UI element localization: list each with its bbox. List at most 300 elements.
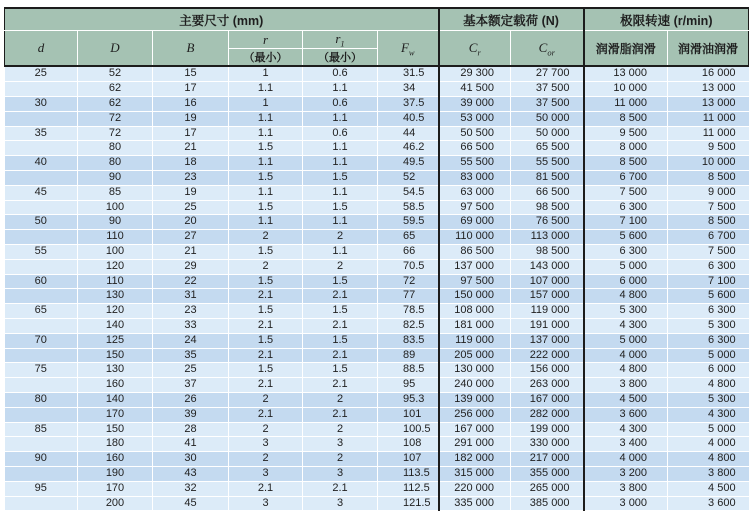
cell-Fw: 95 [378, 378, 439, 393]
cell-oil: 4 800 [668, 452, 749, 467]
table-row [5, 126, 749, 141]
Cor-variable: C [538, 39, 548, 55]
cell-Fw: 34 [378, 82, 439, 97]
cell-Cor: 217 000 [511, 452, 584, 467]
cell-r: 2 [229, 392, 303, 407]
cell-D: 80 [78, 156, 153, 171]
cell-d: 60 [5, 274, 78, 289]
cell-B: 35 [153, 348, 229, 363]
cell-d [5, 289, 78, 304]
cell-Cor: 37 500 [511, 96, 584, 111]
cell-r: 1.5 [229, 304, 303, 319]
cell-oil: 11 000 [668, 126, 749, 141]
cell-Fw: 101 [378, 407, 439, 422]
col-header-r [229, 31, 303, 49]
cell-r: 1.5 [229, 274, 303, 289]
cell-D: 110 [78, 230, 153, 245]
cell-Cor: 27 700 [511, 66, 584, 81]
table-row [5, 392, 749, 407]
cell-Fw: 82.5 [378, 318, 439, 333]
cell-Cr: 182 000 [439, 452, 511, 467]
cell-D: 80 [78, 141, 153, 156]
cell-B: 28 [153, 422, 229, 437]
cell-Cr: 205 000 [439, 348, 511, 363]
cell-Fw: 66 [378, 244, 439, 259]
cell-r1: 1.1 [303, 215, 378, 230]
cell-oil: 9 500 [668, 141, 749, 156]
cell-d [5, 437, 78, 452]
cell-Cr: 86 500 [439, 244, 511, 259]
col-header-D [78, 31, 153, 67]
cell-oil: 5 000 [668, 348, 749, 363]
cell-Fw: 77 [378, 289, 439, 304]
cell-d [5, 348, 78, 363]
cell-D: 180 [78, 437, 153, 452]
cell-D: 125 [78, 333, 153, 348]
table-row [5, 363, 749, 378]
cell-Fw: 88.5 [378, 363, 439, 378]
cell-r: 2 [229, 259, 303, 274]
cell-grease: 4 800 [584, 289, 668, 304]
cell-D: 62 [78, 96, 153, 111]
bearing-spec-table [4, 7, 749, 511]
table-row [5, 289, 749, 304]
cell-r1: 2 [303, 422, 378, 437]
r-variable: r [262, 31, 269, 47]
cell-D: 120 [78, 304, 153, 319]
cell-Cor: 157 000 [511, 289, 584, 304]
cell-Cr: 29 300 [439, 66, 511, 81]
cell-Fw: 65 [378, 230, 439, 245]
cell-Cor: 65 500 [511, 141, 584, 156]
cell-Cr: 315 000 [439, 466, 511, 481]
cell-B: 31 [153, 289, 229, 304]
header-group-limit-speed: 极限转速 (r/min) [584, 8, 749, 31]
cell-r: 1.1 [229, 185, 303, 200]
cell-grease: 7 100 [584, 215, 668, 230]
cell-grease: 7 500 [584, 185, 668, 200]
table-row [5, 333, 749, 348]
cell-d: 85 [5, 422, 78, 437]
cell-r1: 2.1 [303, 378, 378, 393]
cell-grease: 3 600 [584, 407, 668, 422]
d-variable: d [37, 40, 45, 56]
cell-oil: 7 100 [668, 274, 749, 289]
table-row [5, 244, 749, 259]
cell-Fw: 40.5 [378, 111, 439, 126]
cell-Fw: 49.5 [378, 156, 439, 171]
cell-grease: 3 800 [584, 481, 668, 496]
cell-D: 62 [78, 82, 153, 97]
cell-oil: 13 000 [668, 96, 749, 111]
cell-Cor: 113 000 [511, 230, 584, 245]
cell-grease: 5 600 [584, 230, 668, 245]
cell-d [5, 82, 78, 97]
cell-Fw: 78.5 [378, 304, 439, 319]
cell-D: 190 [78, 466, 153, 481]
cell-D: 100 [78, 200, 153, 215]
col-header-r1-min: （最小） [303, 49, 378, 67]
cell-grease: 5 000 [584, 333, 668, 348]
r1-variable: r [335, 31, 341, 46]
cell-d [5, 318, 78, 333]
cell-r: 1.5 [229, 244, 303, 259]
cell-r: 2.1 [229, 481, 303, 496]
cell-Cr: 108 000 [439, 304, 511, 319]
cell-oil: 3 800 [668, 466, 749, 481]
cell-r1: 0.6 [303, 66, 378, 81]
cell-grease: 3 800 [584, 378, 668, 393]
cell-B: 15 [153, 66, 229, 81]
table-row [5, 215, 749, 230]
cell-B: 27 [153, 230, 229, 245]
cell-d [5, 466, 78, 481]
cell-grease: 9 500 [584, 126, 668, 141]
cell-oil: 5 000 [668, 422, 749, 437]
table-header [5, 8, 749, 66]
cell-D: 120 [78, 259, 153, 274]
table-row [5, 96, 749, 111]
cell-r1: 1.5 [303, 304, 378, 319]
cell-grease: 4 300 [584, 318, 668, 333]
cell-Cor: 55 500 [511, 156, 584, 171]
cell-r: 3 [229, 437, 303, 452]
cell-Cor: 98 500 [511, 244, 584, 259]
cell-D: 150 [78, 422, 153, 437]
cell-d [5, 407, 78, 422]
cell-oil: 11 000 [668, 111, 749, 126]
cell-r: 2 [229, 230, 303, 245]
table-row [5, 481, 749, 496]
table-row [5, 200, 749, 215]
table-row [5, 156, 749, 171]
table-row [5, 318, 749, 333]
table-row [5, 466, 749, 481]
cell-r1: 1.1 [303, 111, 378, 126]
cell-d: 40 [5, 156, 78, 171]
table-row [5, 437, 749, 452]
header-group-load-rating: 基本额定载荷 (N) [439, 8, 584, 31]
cell-d [5, 259, 78, 274]
cell-d [5, 200, 78, 215]
cell-r1: 2 [303, 259, 378, 274]
table-row [5, 422, 749, 437]
cell-grease: 4 500 [584, 392, 668, 407]
cell-Fw: 107 [378, 452, 439, 467]
cell-r: 1.1 [229, 126, 303, 141]
cell-r1: 3 [303, 496, 378, 511]
cell-Cor: 81 500 [511, 170, 584, 185]
cell-d: 95 [5, 481, 78, 496]
cell-grease: 3 400 [584, 437, 668, 452]
cell-B: 45 [153, 496, 229, 511]
cell-D: 170 [78, 481, 153, 496]
cell-Cor: 263 000 [511, 378, 584, 393]
cell-B: 39 [153, 407, 229, 422]
cell-B: 21 [153, 244, 229, 259]
cell-r: 1 [229, 96, 303, 111]
cell-grease: 5 000 [584, 259, 668, 274]
cell-Cr: 66 500 [439, 141, 511, 156]
cell-Cor: 199 000 [511, 422, 584, 437]
cell-Cr: 130 000 [439, 363, 511, 378]
cell-oil: 7 500 [668, 200, 749, 215]
table-row [5, 141, 749, 156]
cell-oil: 4 300 [668, 407, 749, 422]
cell-Cor: 107 000 [511, 274, 584, 289]
cell-oil: 3 600 [668, 496, 749, 511]
table-row [5, 378, 749, 393]
cell-r: 1.1 [229, 111, 303, 126]
cell-oil: 6 300 [668, 304, 749, 319]
cell-Fw: 52 [378, 170, 439, 185]
cell-B: 16 [153, 96, 229, 111]
cell-B: 26 [153, 392, 229, 407]
cell-grease: 3 000 [584, 496, 668, 511]
cell-r1: 1.5 [303, 200, 378, 215]
cell-oil: 4 000 [668, 437, 749, 452]
cell-oil: 13 000 [668, 82, 749, 97]
cell-Fw: 100.5 [378, 422, 439, 437]
cell-Cr: 110 000 [439, 230, 511, 245]
table-row [5, 170, 749, 185]
cell-grease: 8 000 [584, 141, 668, 156]
cell-r1: 2.1 [303, 407, 378, 422]
cell-grease: 6 300 [584, 200, 668, 215]
cell-oil: 6 300 [668, 333, 749, 348]
cell-r: 1.1 [229, 82, 303, 97]
cell-r1: 2 [303, 452, 378, 467]
cell-d [5, 378, 78, 393]
cell-Cr: 181 000 [439, 318, 511, 333]
cell-r1: 1.1 [303, 82, 378, 97]
cell-Fw: 72 [378, 274, 439, 289]
header-column-row [5, 31, 749, 49]
cell-grease: 4 300 [584, 422, 668, 437]
cell-oil: 6 000 [668, 363, 749, 378]
cell-Cr: 150 000 [439, 289, 511, 304]
table-row [5, 348, 749, 363]
cell-Fw: 70.5 [378, 259, 439, 274]
cell-d: 65 [5, 304, 78, 319]
cell-r: 1.5 [229, 141, 303, 156]
cell-oil: 8 500 [668, 215, 749, 230]
cell-Cor: 191 000 [511, 318, 584, 333]
cell-Cor: 37 500 [511, 82, 584, 97]
cell-Cor: 156 000 [511, 363, 584, 378]
cell-d [5, 170, 78, 185]
cell-r1: 2 [303, 392, 378, 407]
cell-B: 25 [153, 200, 229, 215]
cell-Cor: 66 500 [511, 185, 584, 200]
cell-D: 140 [78, 392, 153, 407]
cell-B: 41 [153, 437, 229, 452]
cell-Cor: 119 000 [511, 304, 584, 319]
cell-Fw: 113.5 [378, 466, 439, 481]
cell-Cor: 50 000 [511, 126, 584, 141]
table-row [5, 111, 749, 126]
cell-D: 160 [78, 452, 153, 467]
cell-Fw: 83.5 [378, 333, 439, 348]
cell-oil: 9 000 [668, 185, 749, 200]
cell-Cor: 265 000 [511, 481, 584, 496]
cell-d [5, 230, 78, 245]
cell-B: 32 [153, 481, 229, 496]
cell-r1: 1.5 [303, 363, 378, 378]
cell-r1: 1.1 [303, 141, 378, 156]
r1-subscript: 1 [340, 38, 345, 49]
cell-r1: 0.6 [303, 126, 378, 141]
cell-B: 19 [153, 111, 229, 126]
cell-r: 2.1 [229, 289, 303, 304]
cell-oil: 4 500 [668, 481, 749, 496]
col-header-cor [511, 31, 584, 67]
cell-d: 30 [5, 96, 78, 111]
cell-Fw: 37.5 [378, 96, 439, 111]
cell-Fw: 95.3 [378, 392, 439, 407]
cell-grease: 5 300 [584, 304, 668, 319]
cell-Cr: 220 000 [439, 481, 511, 496]
table-row [5, 259, 749, 274]
cell-B: 21 [153, 141, 229, 156]
cell-r1: 1.5 [303, 274, 378, 289]
cell-r1: 1.5 [303, 170, 378, 185]
cell-r: 2.1 [229, 378, 303, 393]
Cor-subscript: or [547, 46, 555, 57]
Cr-variable: C [468, 39, 478, 55]
cell-r1: 1.1 [303, 185, 378, 200]
table-row [5, 496, 749, 511]
cell-d: 70 [5, 333, 78, 348]
table-row [5, 82, 749, 97]
cell-oil: 6 700 [668, 230, 749, 245]
cell-d [5, 496, 78, 511]
cell-d: 45 [5, 185, 78, 200]
cell-Cr: 137 000 [439, 259, 511, 274]
cell-grease: 11 000 [584, 96, 668, 111]
cell-Cor: 222 000 [511, 348, 584, 363]
col-header-grease-lubrication: 润滑脂润滑 [584, 31, 668, 67]
cell-B: 20 [153, 215, 229, 230]
cell-Cr: 291 000 [439, 437, 511, 452]
col-header-fw [378, 31, 439, 67]
cell-Cor: 137 000 [511, 333, 584, 348]
cell-D: 160 [78, 378, 153, 393]
cell-Fw: 44 [378, 126, 439, 141]
cell-grease: 13 000 [584, 66, 668, 81]
cell-Cr: 139 000 [439, 392, 511, 407]
cell-Cr: 50 500 [439, 126, 511, 141]
cell-d: 25 [5, 66, 78, 81]
cell-r: 2.1 [229, 318, 303, 333]
cell-Cr: 256 000 [439, 407, 511, 422]
cell-D: 130 [78, 363, 153, 378]
cell-oil: 4 800 [668, 378, 749, 393]
cell-grease: 4 000 [584, 452, 668, 467]
cell-Cr: 335 000 [439, 496, 511, 511]
cell-d: 35 [5, 126, 78, 141]
cell-r1: 1.1 [303, 156, 378, 171]
cell-r: 1.1 [229, 215, 303, 230]
cell-oil: 5 300 [668, 392, 749, 407]
cell-Cor: 143 000 [511, 259, 584, 274]
cell-Fw: 112.5 [378, 481, 439, 496]
Fw-subscript: w [408, 46, 415, 57]
cell-Fw: 108 [378, 437, 439, 452]
cell-B: 24 [153, 333, 229, 348]
cell-Cr: 119 000 [439, 333, 511, 348]
table-row [5, 452, 749, 467]
cell-oil: 7 500 [668, 244, 749, 259]
cell-grease: 4 000 [584, 348, 668, 363]
cell-Cr: 63 000 [439, 185, 511, 200]
cell-B: 22 [153, 274, 229, 289]
cell-Cor: 167 000 [511, 392, 584, 407]
cell-d: 75 [5, 363, 78, 378]
cell-grease: 6 300 [584, 244, 668, 259]
cell-oil: 16 000 [668, 66, 749, 81]
table-row [5, 407, 749, 422]
cell-B: 25 [153, 363, 229, 378]
header-group-main-dimensions: 主要尺寸 (mm) [5, 8, 439, 31]
cell-B: 18 [153, 156, 229, 171]
cell-B: 23 [153, 304, 229, 319]
cell-Cr: 167 000 [439, 422, 511, 437]
cell-Fw: 121.5 [378, 496, 439, 511]
cell-r: 1.5 [229, 170, 303, 185]
cell-B: 17 [153, 126, 229, 141]
cell-B: 23 [153, 170, 229, 185]
D-variable: D [110, 40, 120, 56]
table-row [5, 230, 749, 245]
table-row [5, 304, 749, 319]
cell-B: 29 [153, 259, 229, 274]
col-header-d [5, 31, 78, 67]
cell-r1: 0.6 [303, 96, 378, 111]
cell-Cr: 39 000 [439, 96, 511, 111]
cell-d: 80 [5, 392, 78, 407]
cell-r: 3 [229, 466, 303, 481]
cell-D: 90 [78, 215, 153, 230]
header-group-row [5, 8, 749, 31]
cell-Cor: 385 000 [511, 496, 584, 511]
cell-D: 140 [78, 318, 153, 333]
cell-grease: 8 500 [584, 111, 668, 126]
cell-r: 1.5 [229, 363, 303, 378]
cell-d: 55 [5, 244, 78, 259]
cell-oil: 10 000 [668, 156, 749, 171]
cell-r: 2.1 [229, 407, 303, 422]
cell-r: 1 [229, 66, 303, 81]
cell-Cr: 97 500 [439, 274, 511, 289]
cell-r: 2 [229, 452, 303, 467]
col-header-r-min: （最小） [229, 49, 303, 67]
cell-r1: 2.1 [303, 481, 378, 496]
cell-r: 1.5 [229, 200, 303, 215]
cell-r: 3 [229, 496, 303, 511]
cell-Cr: 41 500 [439, 82, 511, 97]
cell-oil: 5 300 [668, 318, 749, 333]
cell-oil: 8 500 [668, 170, 749, 185]
cell-Cor: 355 000 [511, 466, 584, 481]
cell-D: 72 [78, 111, 153, 126]
cell-d [5, 111, 78, 126]
cell-D: 110 [78, 274, 153, 289]
col-header-r1 [303, 31, 378, 49]
cell-r1: 1.5 [303, 333, 378, 348]
cell-r: 1.5 [229, 333, 303, 348]
cell-Fw: 58.5 [378, 200, 439, 215]
